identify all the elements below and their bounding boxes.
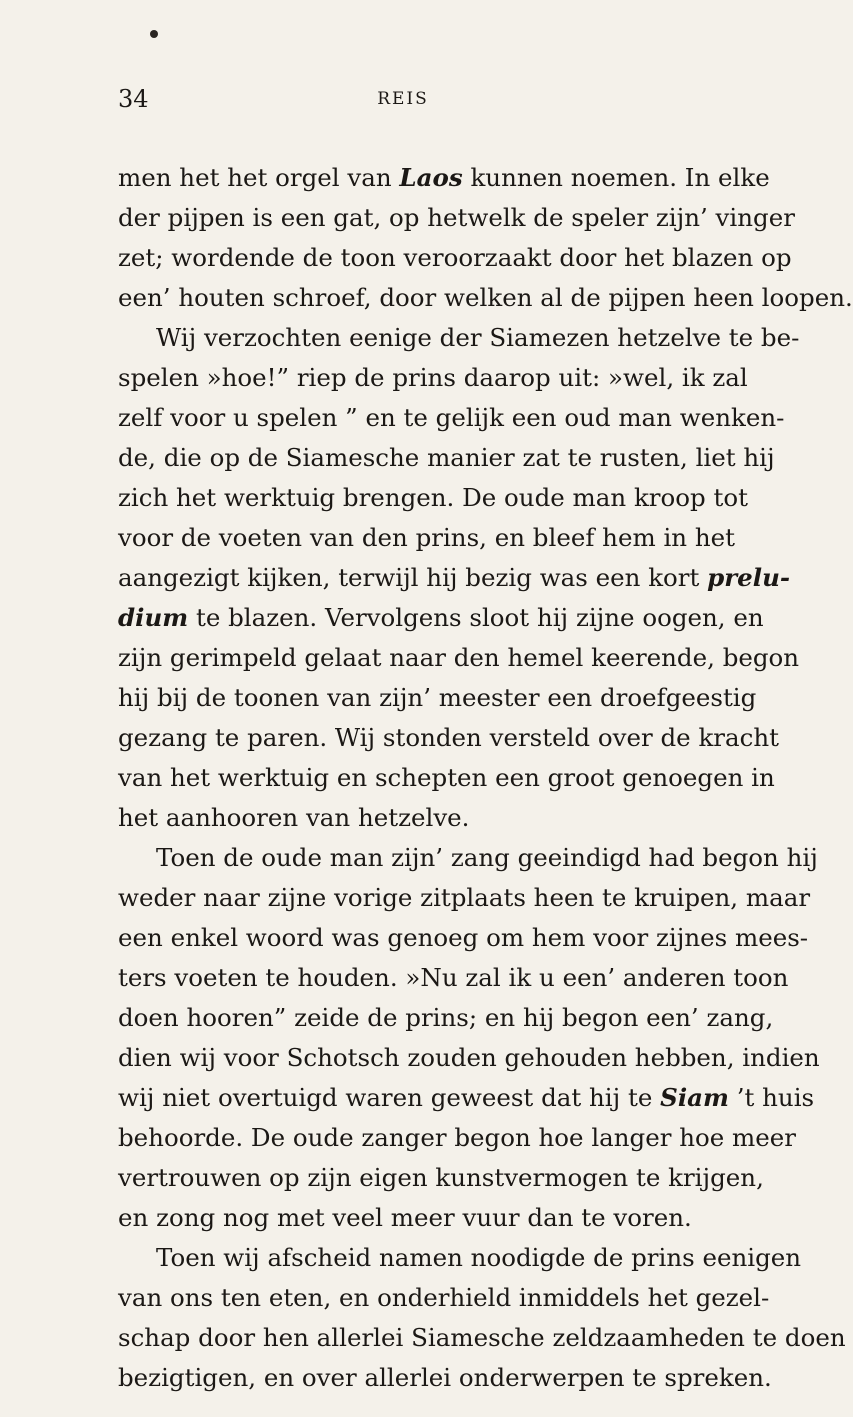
text-line: dium te blazen. Vervolgens sloot hij zijne oogen, en xyxy=(118,603,764,632)
text-line: van ons ten eten, en onderhield inmiddels het gezel- xyxy=(118,1283,770,1312)
text-line: en zong nog met veel meer vuur dan te voren. xyxy=(118,1203,692,1232)
running-head: REIS xyxy=(377,89,429,109)
text-line: zich het werktuig brengen. De oude man kroop tot xyxy=(118,483,748,512)
text-line: zet; wordende de toon veroorzaakt door het blazen op xyxy=(118,243,792,272)
text-line: schap door hen allerlei Siamesche zeldzaamheden te doen xyxy=(118,1323,846,1352)
text-line: de, die op de Siamesche manier zat te rusten, liet hij xyxy=(118,443,775,472)
text-line: Toen wij afscheid namen noodigde de prins eenigen xyxy=(156,1243,802,1272)
text-line: spelen »hoe!” riep de prins daarop uit: »wel, ik zal xyxy=(118,363,748,392)
text-line: zelf voor u spelen ” en te gelijk een oud man wenken- xyxy=(118,403,785,432)
text-line: der pijpen is een gat, op hetwelk de speler zijn’ vinger xyxy=(118,203,795,232)
text-line: Toen de oude man zijn’ zang geeindigd had begon hij xyxy=(156,843,818,872)
text-line: men het het orgel van Laos kunnen noemen. In elke xyxy=(118,163,770,192)
text-line: Wij verzochten eenige der Siamezen hetzelve te be- xyxy=(156,323,800,352)
text-line: dien wij voor Schotsch zouden gehouden hebben, indien xyxy=(118,1043,820,1072)
text-line: een’ houten schroef, door welken al de pijpen heen loopen. xyxy=(118,283,853,312)
page-header xyxy=(118,85,688,125)
text-line: behoorde. De oude zanger begon hoe langer hoe meer xyxy=(118,1123,796,1152)
text-line: voor de voeten van den prins, en bleef hem in het xyxy=(118,523,735,552)
text-line: van het werktuig en schepten een groot genoegen in xyxy=(118,763,775,792)
text-line: ters voeten te houden. »Nu zal ik u een’ anderen toon xyxy=(118,963,789,992)
text-line: weder naar zijne vorige zitplaats heen te kruipen, maar xyxy=(118,883,811,912)
text-line: wij niet overtuigd waren geweest dat hij te Siam ’t huis xyxy=(118,1083,815,1112)
page-number: 34 xyxy=(118,85,149,113)
text-line: bezigtigen, en over allerlei onderwerpen te spreken. xyxy=(118,1363,772,1392)
text-line: doen hooren” zeide de prins; en hij begon een’ zang, xyxy=(118,1003,774,1032)
ink-dot xyxy=(150,30,158,38)
text-line: vertrouwen op zijn eigen kunstvermogen te krijgen, xyxy=(118,1163,764,1192)
text-line: een enkel woord was genoeg om hem voor zijnes mees- xyxy=(118,923,809,952)
text-line: zijn gerimpeld gelaat naar den hemel keerende, begon xyxy=(118,643,800,672)
text-line: aangezigt kijken, terwijl hij bezig was een kort prelu- xyxy=(118,563,791,592)
body-text xyxy=(118,158,853,1398)
text-line: hij bij de toonen van zijn’ meester een droefgeestig xyxy=(118,683,757,712)
text-line: het aanhooren van hetzelve. xyxy=(118,803,470,832)
text-line: gezang te paren. Wij stonden versteld over de kracht xyxy=(118,723,779,752)
